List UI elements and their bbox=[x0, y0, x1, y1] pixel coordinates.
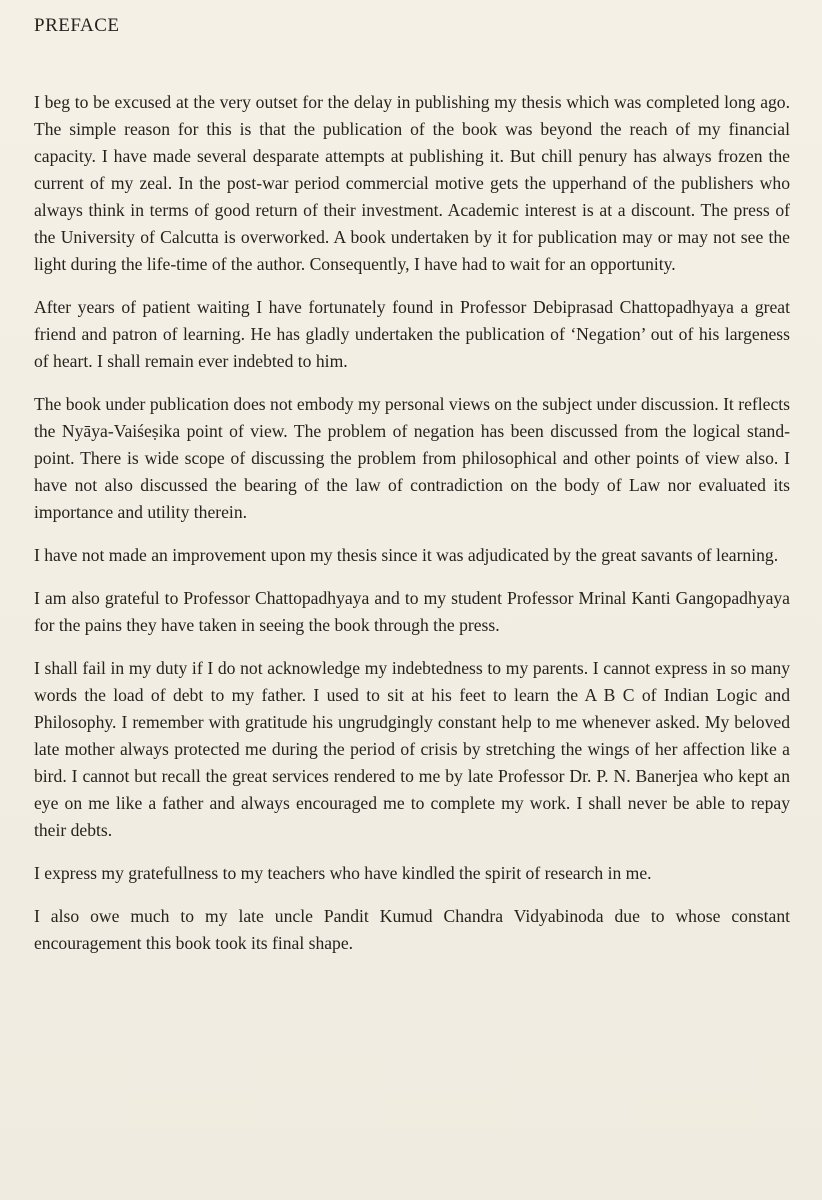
paragraph-1: I beg to be excused at the very outset for the delay in publishing my thesis which was completed long ago. The simple reason for this is that the publication of the book was beyond the reach of my financial capacity. I have made several desparate attempts at publishing it. But chill penury has always frozen the current of my zeal. In the post-war period commercial motive gets the upperhand of the publishers who always think in terms of good return of their investment. Academic interest is at a discount. The press of the University of Calcutta is overworked. A book undertaken by it for publication may or may not see the light during the life-time of the author. Consequently, I have had to wait for an opportunity. bbox=[34, 92, 790, 274]
paragraph-5: I am also grateful to Professor Chattopadhyaya and to my student Professor Mrinal Kanti Gangopadhyaya for the pains they have taken in seeing the book through the press. bbox=[34, 588, 790, 635]
paragraph-8: I also owe much to my late uncle Pandit Kumud Chandra Vidyabinoda due to whose constant encouragement this book took its final shape. bbox=[34, 906, 790, 953]
paragraph-4: I have not made an improvement upon my thesis since it was adjudicated by the great savants of learning. bbox=[34, 545, 779, 565]
page-title: PREFACE bbox=[34, 15, 120, 36]
paragraph-3: The book under publication does not embody my personal views on the subject under discussion. It reflects the Nyāya-Vaiśeṣika point of view. The problem of negation has been discussed from the logical stand-point. There is wide scope of discussing the problem from philosophical and other points of view also. I have not also discussed the bearing of the law of contradiction on the body of Law nor evaluated its importance and utility therein. bbox=[34, 394, 790, 522]
paragraph-7: I express my gratefullness to my teachers who have kindled the spirit of research in me. bbox=[34, 863, 652, 883]
paragraph-2: After years of patient waiting I have fortunately found in Professor Debiprasad Chattopadhyaya a great friend and patron of learning. He has gladly undertaken the publication of ‘Negation’ out of his largeness of heart. I shall remain ever indebted to him. bbox=[34, 297, 790, 371]
paragraph-6: I shall fail in my duty if I do not acknowledge my indebtedness to my parents. I cannot express in so many words the load of debt to my father. I used to sit at his feet to learn the A B C of Indian Logic and Philosophy. I remember with gratitude his ungrudgingly constant help to me whenever asked. My beloved late mother always protected me during the period of crisis by stretching the wings of her affection like a bird. I cannot but recall the great services rendered to me by late Professor Dr. P. N. Banerjea who kept an eye on me like a father and always encouraged me to complete my work. I shall never be able to repay their debts. bbox=[34, 658, 790, 840]
